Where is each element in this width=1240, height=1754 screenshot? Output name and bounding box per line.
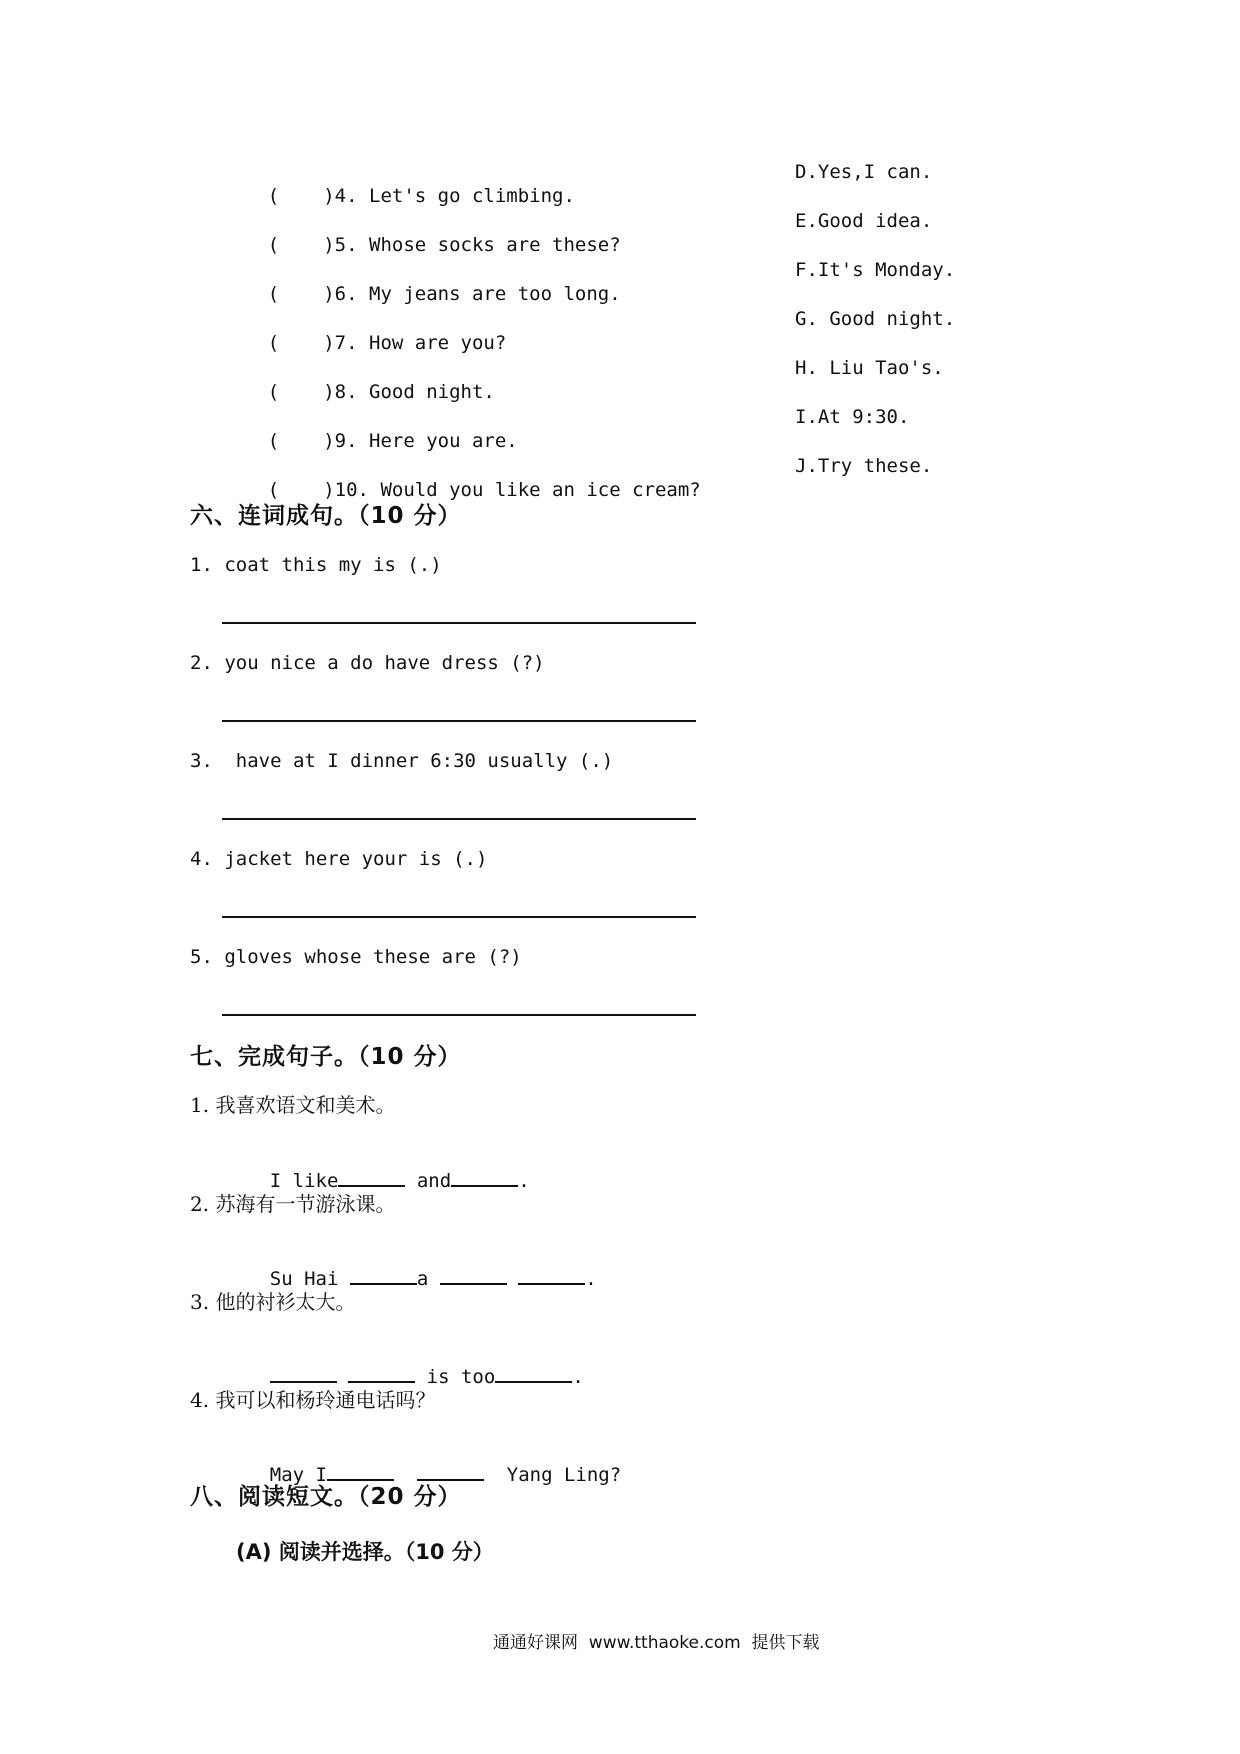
item-number: )10. [323,479,369,501]
item-text: Here you are. [369,430,518,452]
reorder-question-4: 4. jacket here your is (.) [190,848,488,870]
item-text: Good night. [369,381,495,403]
blank[interactable] [327,1461,394,1481]
item-number: )4. [323,185,358,207]
blank[interactable] [518,1265,585,1285]
item-text: Would you like an ice cream? [380,479,701,501]
blank[interactable] [495,1363,572,1383]
sentence-3-chinese: 3. 他的衬衫太大。 [190,1290,356,1314]
blank[interactable] [440,1265,507,1285]
item-number: )7. [323,332,358,354]
sentence-2-english: Su Hai a . [224,1241,597,1315]
paren-open: ( [267,283,280,305]
item-text: Let's go climbing. [369,185,575,207]
sentence-1-english: I like and . [224,1143,530,1217]
paren-open: ( [267,234,280,256]
reorder-question-5: 5. gloves whose these are (?) [190,946,522,968]
answer-line-3[interactable] [222,818,696,820]
paren-open: ( [267,430,280,452]
blank[interactable] [270,1363,337,1383]
reorder-question-3: 3. have at I dinner 6:30 usually (.) [190,750,614,772]
answer-line-5[interactable] [222,1014,696,1016]
section-7-title: 七、完成句子。（10 分） [190,1044,462,1070]
section-8a-title: (A) 阅读并选择。（10 分） [236,1540,494,1564]
sentence-4-english: May I Yang Ling? [224,1437,621,1511]
sentence-1-chinese: 1. 我喜欢语文和美术。 [190,1093,396,1117]
paren-open: ( [267,185,280,207]
reorder-question-1: 1. coat this my is (.) [190,554,442,576]
item-text: My jeans are too long. [369,283,621,305]
answer-line-4[interactable] [222,916,696,918]
match-option-f: F.It's Monday. [795,259,956,281]
match-option-j: J.Try these. [795,455,933,477]
sentence-3-english: is too . [224,1339,584,1413]
sentence-2-chinese: 2. 苏海有一节游泳课。 [190,1192,396,1216]
page-footer: 通通好课网 www.tthaoke.com 提供下载 [493,1633,820,1653]
paren-open: ( [267,381,280,403]
match-option-d: D.Yes,I can. [795,161,933,183]
section-8-title: 八、阅读短文。（20 分） [190,1484,462,1510]
match-option-h: H. Liu Tao's. [795,357,944,379]
sentence-4-chinese: 4. 我可以和杨玲通电话吗？ [190,1388,436,1412]
section-6-title: 六、连词成句。（10 分） [190,503,462,529]
item-number: )9. [323,430,358,452]
item-number: )5. [323,234,358,256]
answer-line-1[interactable] [222,622,696,624]
item-number: )6. [323,283,358,305]
paren-open: ( [267,479,280,501]
item-text: How are you? [369,332,507,354]
blank[interactable] [417,1461,484,1481]
match-option-g: G. Good night. [795,308,956,330]
match-option-e: E.Good idea. [795,210,933,232]
reorder-question-2: 2. you nice a do have dress (?) [190,652,545,674]
blank[interactable] [338,1167,405,1187]
answer-line-2[interactable] [222,720,696,722]
item-number: )8. [323,381,358,403]
blank[interactable] [350,1265,417,1285]
item-text: Whose socks are these? [369,234,621,256]
blank[interactable] [451,1167,518,1187]
paren-open: ( [267,332,280,354]
blank[interactable] [348,1363,415,1383]
match-option-i: I.At 9:30. [795,406,910,428]
